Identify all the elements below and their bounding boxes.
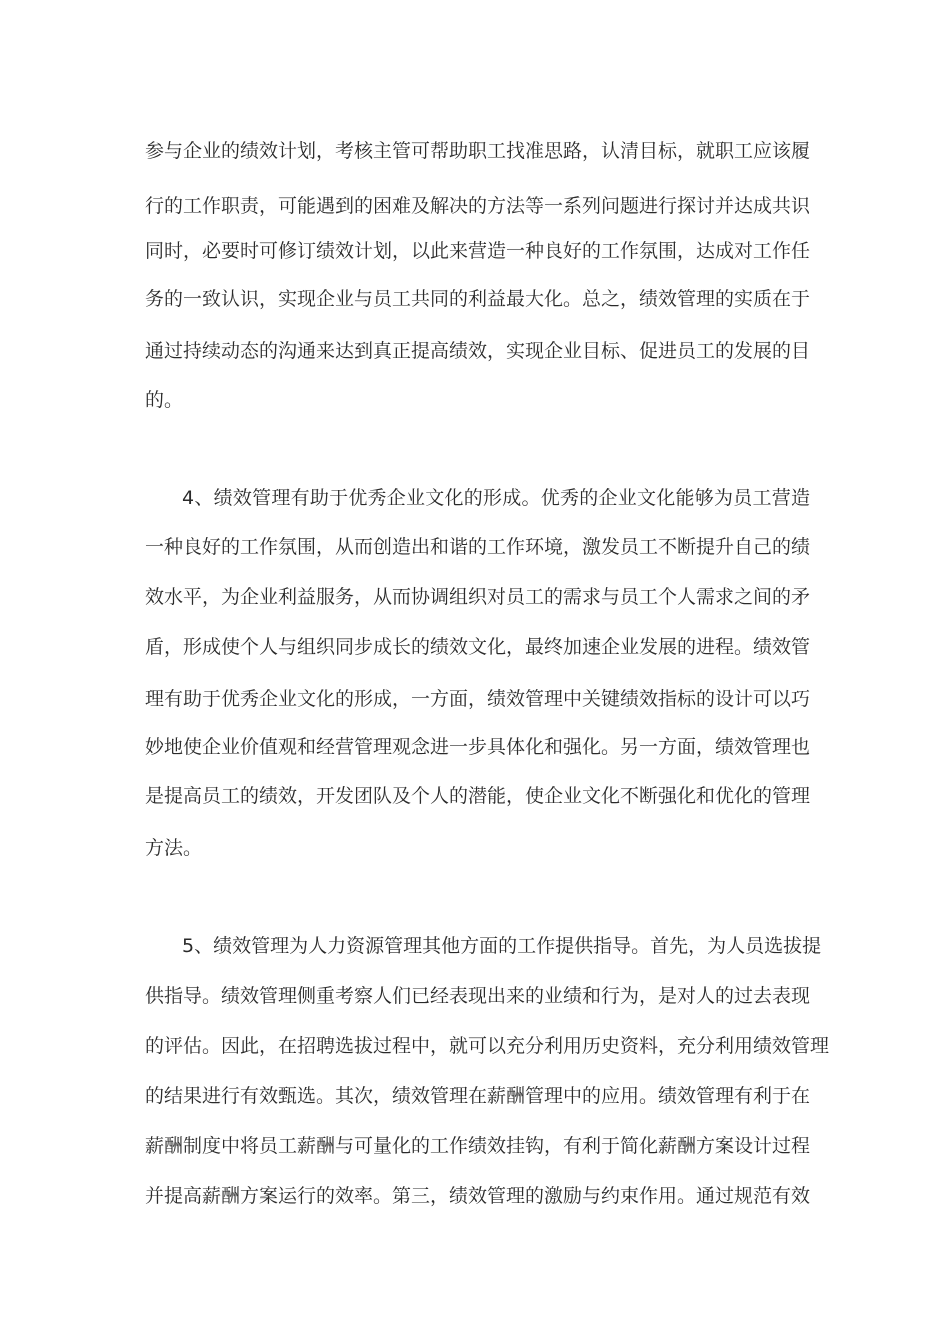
paragraph-3-line-5: 薪酬制度中将员工薪酬与可量化的工作绩效挂钩，有利于简化薪酬方案设计过程 — [145, 1135, 811, 1157]
paragraph-2-line-8: 方法。 — [145, 837, 203, 859]
paragraph-1-line-3: 同时，必要时可修订绩效计划，以此来营造一种良好的工作氛围，达成对工作任 — [145, 240, 811, 262]
paragraph-3-line-4: 的结果进行有效甄选。其次，绩效管理在薪酬管理中的应用。绩效管理有利于在 — [145, 1085, 811, 1107]
paragraph-2-line-6: 妙地使企业价值观和经营管理观念进一步具体化和强化。另一方面，绩效管理也 — [145, 736, 811, 758]
paragraph-1-line-1: 参与企业的绩效计划，考核主管可帮助职工找准思路，认清目标，就职工应该履 — [145, 140, 811, 162]
paragraph-2-line-7: 是提高员工的绩效，开发团队及个人的潜能，使企业文化不断强化和优化的管理 — [145, 785, 811, 807]
paragraph-3-line-3: 的评估。因此，在招聘选拔过程中，就可以充分利用历史资料，充分利用绩效管理 — [145, 1035, 830, 1057]
paragraph-2-line-1: 4、绩效管理有助于优秀企业文化的形成。优秀的企业文化能够为员工营造 — [182, 487, 810, 509]
paragraph-3-line-1: 5、绩效管理为人力资源管理其他方面的工作提供指导。首先，为人员选拔提 — [182, 935, 822, 957]
paragraph-2-line-5: 理有助于优秀企业文化的形成，一方面，绩效管理中关键绩效指标的设计可以巧 — [145, 688, 811, 710]
paragraph-2-line-3: 效水平，为企业利益服务，从而协调组织对员工的需求与员工个人需求之间的矛 — [145, 586, 811, 608]
paragraph-1-line-2: 行的工作职责，可能遇到的困难及解决的方法等一系列问题进行探讨并达成共识 — [145, 195, 811, 217]
paragraph-2-line-2: 一种良好的工作氛围，从而创造出和谐的工作环境，激发员工不断提升自己的绩 — [145, 536, 811, 558]
paragraph-3-line-6: 并提高薪酬方案运行的效率。第三，绩效管理的激励与约束作用。通过规范有效 — [145, 1185, 811, 1207]
paragraph-3-line-2: 供指导。绩效管理侧重考察人们已经表现出来的业绩和行为，是对人的过去表现 — [145, 985, 811, 1007]
paragraph-1-line-6: 的。 — [145, 389, 184, 411]
paragraph-1-line-4: 务的一致认识，实现企业与员工共同的利益最大化。总之，绩效管理的实质在于 — [145, 288, 811, 310]
paragraph-1-line-5: 通过持续动态的沟通来达到真正提高绩效，实现企业目标、促进员工的发展的目 — [145, 340, 811, 362]
paragraph-2-line-4: 盾，形成使个人与组织同步成长的绩效文化，最终加速企业发展的进程。绩效管 — [145, 636, 811, 658]
